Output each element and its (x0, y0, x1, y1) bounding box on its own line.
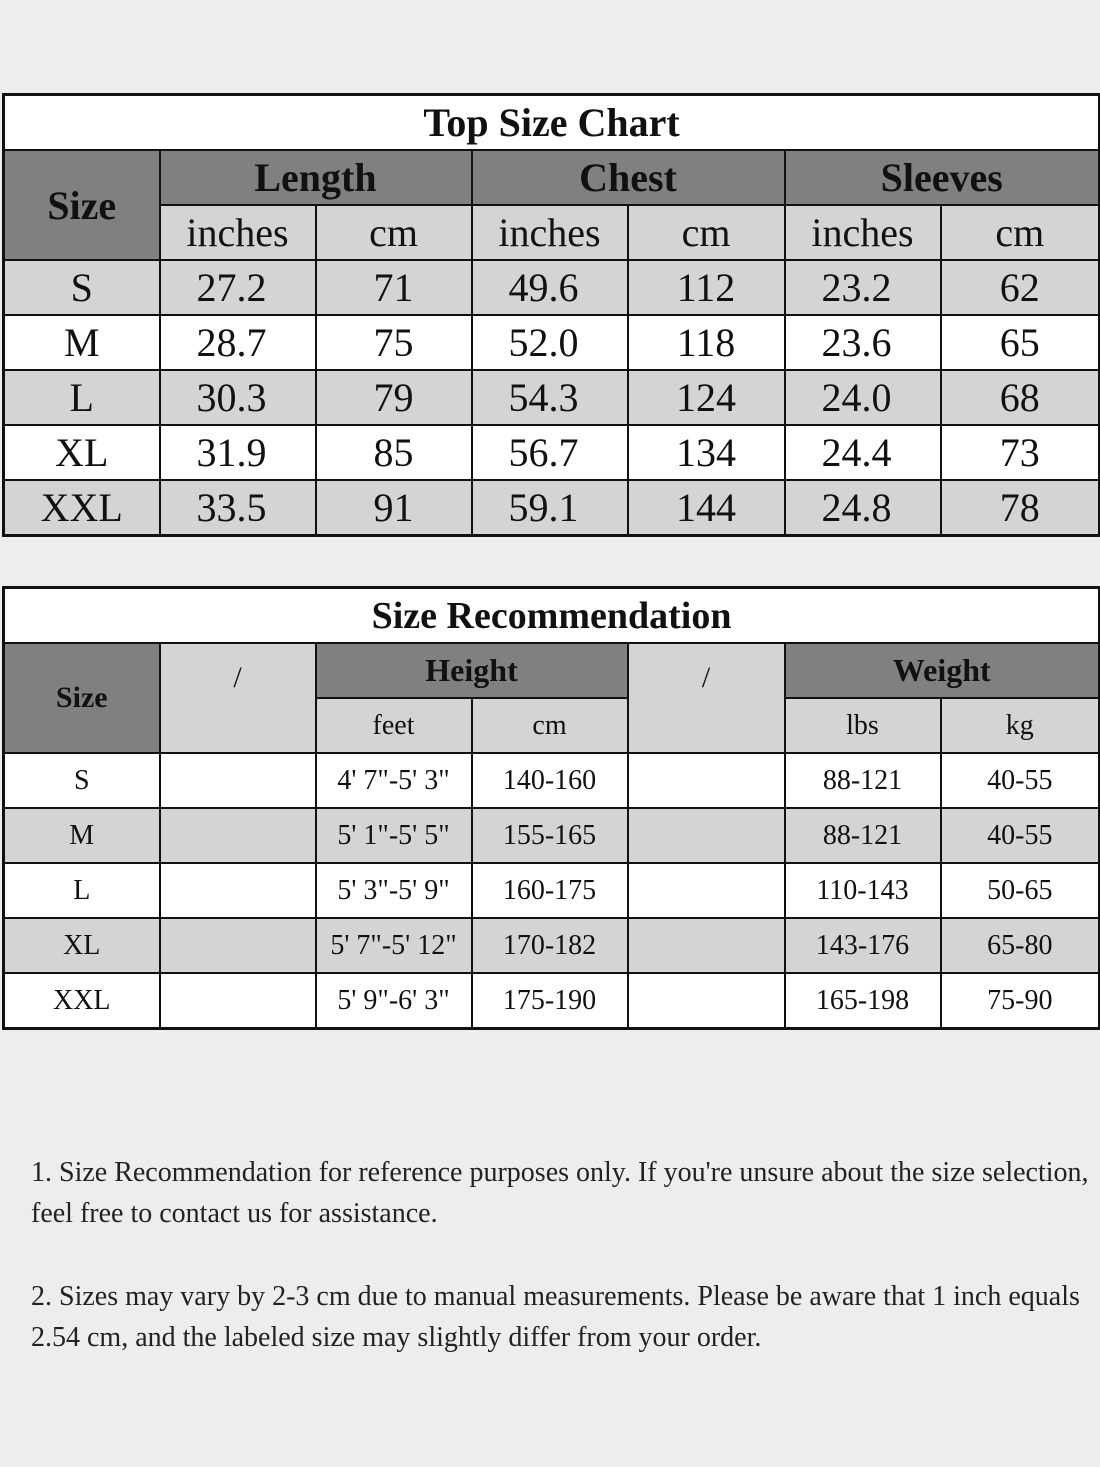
length-inches-cell: 31.9 (160, 425, 316, 480)
height-header: Height (316, 643, 628, 698)
sleeves-cm-cell: 62 (941, 260, 1100, 315)
sleeves-cm-cell: 78 (941, 480, 1100, 536)
length-inches-cell: 30.3 (160, 370, 316, 425)
height-feet-cell: 5' 3"-5' 9" (316, 863, 472, 918)
length-header: Length (160, 150, 472, 205)
sleeves-inches-cell: 24.4 (785, 425, 941, 480)
slash-header: / (628, 643, 785, 753)
length-inches-cell: 27.2 (160, 260, 316, 315)
chest-header: Chest (472, 150, 785, 205)
height-cm-cell: 140-160 (472, 753, 628, 808)
height-cm-cell: 155-165 (472, 808, 628, 863)
height-feet-cell: 4' 7"-5' 3" (316, 753, 472, 808)
length-inches-cell: 28.7 (160, 315, 316, 370)
height-cm-cell: 175-190 (472, 973, 628, 1029)
length-cm-cell: 79 (316, 370, 472, 425)
group-header-row (4, 150, 1100, 205)
unit-header: feet (316, 698, 472, 753)
length-cm-cell: 91 (316, 480, 472, 536)
unit-header: cm (472, 698, 628, 753)
weight-kg-cell: 65-80 (941, 918, 1100, 973)
size-cell: XXL (4, 480, 160, 536)
length-cm-cell: 85 (316, 425, 472, 480)
note-measurement: 2. Sizes may vary by 2-3 cm due to manual measurements. Please be aware that 1 inch equals 2.54 cm, and the labeled size may slightly differ from your order. (31, 1281, 1080, 1353)
length-cm-cell: 71 (316, 260, 472, 315)
size-cell: L (4, 370, 160, 425)
chest-cm-cell: 112 (628, 260, 785, 315)
unit-header-row (4, 205, 1100, 260)
height-feet-cell: 5' 1"-5' 5" (316, 808, 472, 863)
empty-cell (628, 863, 785, 918)
weight-lbs-cell: 88-121 (785, 753, 941, 808)
sleeves-inches-cell: 24.8 (785, 480, 941, 536)
weight-lbs-cell: 165-198 (785, 973, 941, 1029)
sleeves-inches-cell: 23.6 (785, 315, 941, 370)
weight-kg-cell: 40-55 (941, 808, 1100, 863)
size-cell: XL (4, 425, 160, 480)
sleeves-inches-cell: 24.0 (785, 370, 941, 425)
chest-inches-cell: 49.6 (472, 260, 628, 315)
size-header: Size (4, 643, 160, 753)
weight-kg-cell: 40-55 (941, 753, 1100, 808)
size-cell: M (4, 808, 160, 863)
sleeves-header: Sleeves (785, 150, 1100, 205)
size-cell: S (4, 753, 160, 808)
sleeves-cm-cell: 68 (941, 370, 1100, 425)
size-cell: L (4, 863, 160, 918)
unit-header: inches (785, 205, 941, 260)
table-title-row (4, 95, 1100, 151)
length-cm-cell: 75 (316, 315, 472, 370)
size-header: Size (4, 150, 160, 260)
height-cm-cell: 170-182 (472, 918, 628, 973)
size-cell: XL (4, 918, 160, 973)
empty-cell (160, 918, 316, 973)
note-reference: 1. Size Recommendation for reference purposes only. If you're unsure about the size selection, feel free to contact us for assistance. (31, 1157, 1089, 1229)
sleeves-inches-cell: 23.2 (785, 260, 941, 315)
table-row (4, 753, 1100, 808)
unit-header: cm (941, 205, 1100, 260)
table-row (4, 808, 1100, 863)
chest-inches-cell: 59.1 (472, 480, 628, 536)
table-row (4, 918, 1100, 973)
size-cell: XXL (4, 973, 160, 1029)
length-inches-cell: 33.5 (160, 480, 316, 536)
weight-lbs-cell: 88-121 (785, 808, 941, 863)
unit-header: inches (472, 205, 628, 260)
table-row (4, 370, 1100, 425)
chest-inches-cell: 52.0 (472, 315, 628, 370)
table-title: Top Size Chart (4, 95, 1100, 151)
empty-cell (160, 863, 316, 918)
weight-header: Weight (785, 643, 1100, 698)
size-cell: M (4, 315, 160, 370)
empty-cell (160, 808, 316, 863)
table-row (4, 315, 1100, 370)
top-size-chart-table (2, 93, 1100, 537)
empty-cell (160, 753, 316, 808)
table-row (4, 973, 1100, 1029)
table-row (4, 863, 1100, 918)
sleeves-cm-cell: 73 (941, 425, 1100, 480)
slash-header: / (160, 643, 316, 753)
weight-kg-cell: 75-90 (941, 973, 1100, 1029)
size-cell: S (4, 260, 160, 315)
unit-header: kg (941, 698, 1100, 753)
height-feet-cell: 5' 9"-6' 3" (316, 973, 472, 1029)
empty-cell (160, 973, 316, 1029)
chest-cm-cell: 118 (628, 315, 785, 370)
empty-cell (628, 918, 785, 973)
unit-header: cm (316, 205, 472, 260)
group-header-row (4, 643, 1100, 698)
sleeves-cm-cell: 65 (941, 315, 1100, 370)
chest-cm-cell: 124 (628, 370, 785, 425)
table-row (4, 425, 1100, 480)
size-recommendation-table (2, 586, 1100, 1030)
unit-header: cm (628, 205, 785, 260)
weight-kg-cell: 50-65 (941, 863, 1100, 918)
weight-lbs-cell: 143-176 (785, 918, 941, 973)
chest-cm-cell: 134 (628, 425, 785, 480)
unit-header: inches (160, 205, 316, 260)
chest-inches-cell: 54.3 (472, 370, 628, 425)
empty-cell (628, 973, 785, 1029)
chest-inches-cell: 56.7 (472, 425, 628, 480)
table-row (4, 480, 1100, 536)
empty-cell (628, 753, 785, 808)
empty-cell (628, 808, 785, 863)
height-cm-cell: 160-175 (472, 863, 628, 918)
table-title-row (4, 588, 1100, 644)
table-row (4, 260, 1100, 315)
unit-header: lbs (785, 698, 941, 753)
height-feet-cell: 5' 7"-5' 12" (316, 918, 472, 973)
chest-cm-cell: 144 (628, 480, 785, 536)
table-title: Size Recommendation (4, 588, 1100, 644)
weight-lbs-cell: 110-143 (785, 863, 941, 918)
